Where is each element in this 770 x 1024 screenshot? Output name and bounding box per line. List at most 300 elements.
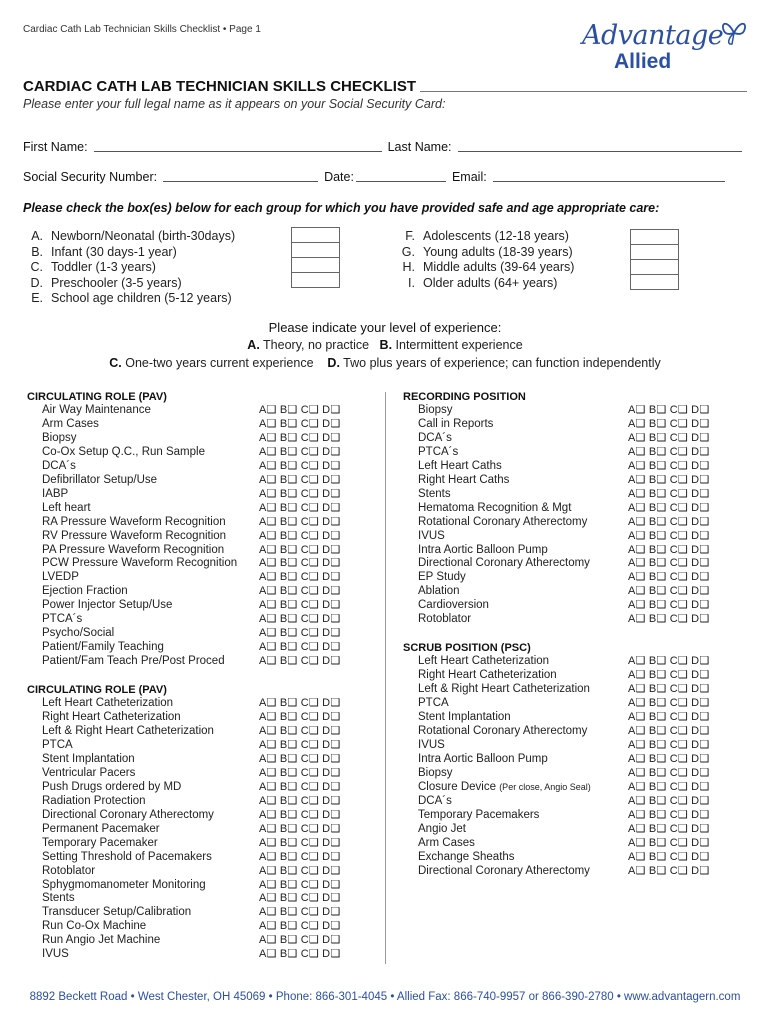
page-title: CARDIAC CATH LAB TECHNICIAN SKILLS CHECKLIST — [23, 78, 417, 95]
skill-label — [418, 851, 515, 865]
skill-label — [42, 530, 226, 544]
age-group-label: Young adults (18-39 years) — [423, 244, 573, 259]
experience-checkboxes[interactable]: A❑ B❑ C❑ D❑ — [628, 501, 710, 514]
skill-row — [27, 809, 382, 823]
experience-checkboxes[interactable]: A❑ B❑ C❑ D❑ — [628, 669, 710, 682]
skill-row — [403, 599, 748, 613]
butterfly-icon — [720, 18, 748, 48]
skill-label — [42, 641, 164, 655]
legend-key-d: D. — [327, 356, 340, 370]
skill-row — [27, 753, 382, 767]
skill-label-text: Push Drugs ordered by MD — [42, 780, 182, 793]
skill-label-text: Directional Coronary Atherectomy — [418, 864, 590, 877]
experience-checkboxes[interactable]: A❑ B❑ C❑ D❑ — [259, 599, 341, 612]
skill-label — [42, 837, 158, 851]
skill-label — [42, 599, 172, 613]
advantage-allied-logo — [578, 16, 753, 78]
skill-label-text: LVEDP — [42, 571, 79, 584]
skill-row — [27, 474, 382, 488]
experience-checkboxes[interactable]: A❑ B❑ C❑ D❑ — [259, 431, 341, 444]
age-group-row — [394, 229, 574, 245]
age-group-label: School age children (5-12 years) — [51, 291, 232, 305]
skill-label — [42, 809, 214, 823]
ssn-label: Social Security Number: — [23, 170, 158, 184]
skill-row — [27, 599, 382, 613]
skill-label-text: PTCA — [42, 738, 73, 751]
experience-checkboxes[interactable]: A❑ B❑ C❑ D❑ — [628, 613, 710, 626]
experience-checkboxes[interactable]: A❑ B❑ C❑ D❑ — [628, 487, 710, 500]
skill-label — [418, 544, 548, 558]
skill-row — [27, 544, 382, 558]
skill-label — [42, 697, 173, 711]
skill-label-text: Co-Ox Setup Q.C., Run Sample — [42, 445, 205, 458]
skill-label — [42, 781, 181, 795]
first-name-field[interactable] — [94, 139, 382, 152]
skill-label-text: Run Co-Ox Machine — [42, 920, 147, 933]
experience-checkboxes[interactable]: A❑ B❑ C❑ D❑ — [259, 752, 341, 765]
skill-row — [27, 571, 382, 585]
skill-row — [403, 571, 748, 585]
skill-label-text: PTCA´s — [418, 445, 459, 458]
experience-checkboxes[interactable]: A❑ B❑ C❑ D❑ — [628, 417, 710, 430]
skill-label — [42, 823, 160, 837]
skill-row — [403, 557, 748, 571]
skill-row — [27, 502, 382, 516]
experience-checkboxes[interactable]: A❑ B❑ C❑ D❑ — [628, 780, 710, 793]
skill-row — [403, 837, 748, 851]
skill-label-text: Hematoma Recognition & Mgt — [418, 501, 572, 514]
email-field[interactable] — [493, 169, 725, 182]
skill-row — [27, 516, 382, 530]
experience-legend-ab — [0, 338, 770, 352]
section-title-scrub-position-psc: SCRUB POSITION (PSC) — [403, 642, 531, 655]
age-group-letter: G. — [401, 244, 415, 259]
experience-checkboxes[interactable]: A❑ B❑ C❑ D❑ — [628, 836, 710, 849]
age-checkbox[interactable] — [291, 272, 340, 288]
experience-checkboxes[interactable]: A❑ B❑ C❑ D❑ — [628, 585, 710, 598]
skill-label-text: Left & Right Heart Catheterization — [418, 683, 590, 696]
age-checkbox[interactable] — [291, 227, 340, 243]
skill-label-text: Directional Coronary Atherectomy — [418, 557, 590, 570]
skill-label-text: Right Heart Catheterization — [418, 669, 557, 682]
experience-checkboxes[interactable]: A❑ B❑ C❑ D❑ — [259, 836, 341, 849]
skill-row — [27, 739, 382, 753]
skill-label — [42, 432, 77, 446]
age-checkbox[interactable] — [291, 257, 340, 273]
skill-label — [42, 544, 224, 558]
skill-row — [403, 516, 748, 530]
skill-row — [403, 488, 748, 502]
skill-label — [418, 432, 452, 446]
skill-row — [403, 613, 748, 627]
skill-label — [418, 404, 453, 418]
skill-row — [27, 627, 382, 641]
skill-label — [42, 739, 73, 753]
logo-allied-text: Allied — [614, 50, 672, 73]
skill-row — [403, 795, 748, 809]
skill-label — [42, 711, 181, 725]
skill-row — [403, 474, 748, 488]
experience-checkboxes[interactable]: A❑ B❑ C❑ D❑ — [628, 557, 710, 570]
age-checkboxes-left — [291, 227, 340, 287]
age-group-label: Older adults (64+ years) — [423, 275, 558, 290]
experience-checkboxes[interactable]: A❑ B❑ C❑ D❑ — [628, 529, 710, 542]
skill-label — [42, 446, 205, 460]
experience-checkboxes[interactable]: A❑ B❑ C❑ D❑ — [259, 571, 341, 584]
skill-label-text: Left heart — [42, 501, 91, 514]
skill-label-text: Right Heart Catheterization — [42, 711, 181, 724]
skill-label — [418, 655, 549, 669]
section-gap — [403, 627, 748, 641]
experience-checkboxes[interactable]: A❑ B❑ C❑ D❑ — [259, 613, 341, 626]
skill-label-text: Left Heart Caths — [418, 459, 502, 472]
skill-label — [42, 851, 212, 865]
skill-label-text: DCA´s — [418, 431, 452, 444]
experience-checkboxes[interactable]: A❑ B❑ C❑ D❑ — [259, 529, 341, 542]
skill-row — [403, 585, 748, 599]
experience-checkboxes[interactable]: A❑ B❑ C❑ D❑ — [259, 864, 341, 877]
skill-row — [403, 530, 748, 544]
experience-checkboxes[interactable]: A❑ B❑ C❑ D❑ — [628, 850, 710, 863]
skill-row — [27, 725, 382, 739]
skill-row — [403, 725, 748, 739]
skill-row — [403, 753, 748, 767]
skill-row — [27, 613, 382, 627]
skill-row — [403, 544, 748, 558]
skill-row — [27, 697, 382, 711]
skill-row — [27, 781, 382, 795]
skill-label — [42, 418, 99, 432]
experience-checkboxes[interactable]: A❑ B❑ C❑ D❑ — [628, 794, 710, 807]
age-group-label: Adolescents (12-18 years) — [423, 229, 569, 243]
legend-key-a: A. — [247, 338, 260, 352]
skill-label — [42, 725, 214, 739]
skill-label-text: Intra Aortic Balloon Pump — [418, 543, 548, 556]
experience-checkboxes[interactable]: A❑ B❑ C❑ D❑ — [259, 404, 341, 416]
experience-checkboxes[interactable]: A❑ B❑ C❑ D❑ — [259, 655, 341, 668]
skill-label-text: Patient/Family Teaching — [42, 641, 164, 654]
skill-label-text: Call in Reports — [418, 417, 494, 430]
skill-row — [403, 418, 748, 432]
skill-label — [42, 585, 128, 599]
age-checkbox[interactable] — [630, 244, 679, 260]
date-label: Date: — [324, 170, 354, 184]
skill-label-text: DCA´s — [418, 794, 452, 807]
age-group-letter: H. — [402, 260, 415, 274]
experience-checkboxes[interactable]: A❑ B❑ C❑ D❑ — [628, 738, 710, 751]
age-group-letter: I. — [408, 275, 415, 290]
age-group-label: Middle adults (39-64 years) — [423, 260, 575, 274]
skill-label — [418, 669, 557, 683]
age-checkbox[interactable] — [630, 229, 679, 245]
experience-checkboxes[interactable]: A❑ B❑ C❑ D❑ — [628, 473, 710, 486]
experience-checkboxes[interactable]: A❑ B❑ C❑ D❑ — [259, 892, 341, 905]
experience-checkboxes[interactable]: A❑ B❑ C❑ D❑ — [259, 585, 341, 598]
skill-label-text: Arm Cases — [42, 417, 99, 430]
age-group-row — [22, 260, 235, 276]
experience-checkboxes[interactable]: A❑ B❑ C❑ D❑ — [259, 557, 341, 570]
skill-row — [27, 641, 382, 655]
legend-text-d: Two plus years of experience; can function independently — [343, 356, 661, 370]
experience-checkboxes[interactable]: A❑ B❑ C❑ D❑ — [259, 934, 341, 947]
skill-row — [403, 767, 748, 781]
experience-checkboxes[interactable]: A❑ B❑ C❑ D❑ — [259, 501, 341, 514]
skill-label-text: Patient/Fam Teach Pre/Post Proced — [42, 655, 225, 668]
skill-row — [27, 446, 382, 460]
skill-row — [27, 948, 382, 962]
experience-checkboxes[interactable]: A❑ B❑ C❑ D❑ — [259, 948, 341, 961]
skill-row — [403, 823, 748, 837]
age-group-label: Newborn/Neonatal (birth-30days) — [51, 229, 236, 243]
skill-row — [403, 809, 748, 823]
skill-label — [42, 502, 91, 516]
skill-row — [403, 851, 748, 865]
skill-row — [27, 851, 382, 865]
skill-label-text: Rotoblator — [42, 864, 96, 877]
experience-checkboxes[interactable]: A❑ B❑ C❑ D❑ — [259, 697, 341, 710]
skill-label-text: Angio Jet — [418, 822, 466, 835]
skill-row — [27, 404, 382, 418]
experience-checkboxes[interactable]: A❑ B❑ C❑ D❑ — [628, 445, 710, 458]
experience-checkboxes[interactable]: A❑ B❑ C❑ D❑ — [259, 445, 341, 458]
skill-row — [27, 892, 382, 906]
skill-label-note: (Per close, Angio Seal) — [499, 781, 591, 792]
experience-checkboxes[interactable]: A❑ B❑ C❑ D❑ — [259, 822, 341, 835]
age-checkbox[interactable] — [291, 242, 340, 258]
experience-checkboxes[interactable]: A❑ B❑ C❑ D❑ — [259, 920, 341, 933]
skill-label-text: IVUS — [418, 529, 445, 542]
skill-label — [418, 725, 587, 739]
skill-row — [27, 865, 382, 879]
skill-label-text: DCA´s — [42, 459, 76, 472]
skill-label — [418, 837, 475, 851]
experience-checkboxes[interactable]: A❑ B❑ C❑ D❑ — [259, 780, 341, 793]
section-title-circulating-role-pav: CIRCULATING ROLE (PAV) — [27, 684, 167, 697]
age-group-row — [22, 291, 235, 307]
skill-label-text: Ventricular Pacers — [42, 766, 136, 779]
age-group-row — [22, 276, 235, 292]
experience-checkboxes[interactable]: A❑ B❑ C❑ D❑ — [628, 515, 710, 528]
experience-checkboxes[interactable]: A❑ B❑ C❑ D❑ — [259, 808, 341, 821]
skill-label — [42, 906, 191, 920]
experience-checkboxes[interactable]: A❑ B❑ C❑ D❑ — [628, 571, 710, 584]
skill-label-text: Stents — [418, 487, 451, 500]
skill-row — [403, 669, 748, 683]
skill-label-text: Setting Threshold of Pacemakers — [42, 850, 212, 863]
skill-label-text: Psycho/Social — [42, 627, 115, 640]
age-checkbox[interactable] — [630, 274, 679, 290]
experience-legend-cd — [0, 356, 770, 370]
skill-label — [42, 516, 226, 530]
skill-row — [403, 502, 748, 516]
skill-label-text: Exchange Sheaths — [418, 850, 515, 863]
age-group-letter: E. — [31, 291, 43, 305]
skill-label-text: Cardioversion — [418, 599, 489, 612]
section-title-recording-position: RECORDING POSITION — [403, 391, 526, 403]
skill-label-text: RA Pressure Waveform Recognition — [42, 515, 226, 528]
age-group-letter: B. — [31, 244, 43, 259]
skill-label-text: PTCA´s — [42, 613, 83, 626]
skill-label-text: IVUS — [42, 948, 69, 961]
skill-label-text: Rotoblator — [418, 613, 472, 626]
skill-row — [403, 683, 748, 697]
skill-row — [27, 557, 382, 571]
skill-row — [403, 865, 748, 879]
skill-row — [27, 920, 382, 934]
experience-checkboxes[interactable]: A❑ B❑ C❑ D❑ — [628, 725, 710, 738]
age-groups-right — [394, 229, 574, 291]
skill-label-text: Biopsy — [418, 404, 453, 416]
skill-label — [42, 767, 135, 781]
skill-row — [27, 655, 382, 669]
experience-checkboxes[interactable]: A❑ B❑ C❑ D❑ — [628, 431, 710, 444]
skill-label-text: Power Injector Setup/Use — [42, 599, 173, 612]
skill-row — [27, 460, 382, 474]
age-group-row — [22, 245, 235, 261]
skill-label — [42, 474, 157, 488]
legend-text-a: Theory, no practice — [263, 338, 370, 352]
skill-row — [403, 404, 748, 418]
column-divider — [385, 392, 386, 964]
skill-label-text: PTCA — [418, 697, 449, 710]
experience-checkboxes[interactable]: A❑ B❑ C❑ D❑ — [259, 794, 341, 807]
skill-label — [42, 488, 68, 502]
skill-label — [418, 516, 587, 530]
experience-checkboxes[interactable]: A❑ B❑ C❑ D❑ — [259, 641, 341, 654]
skill-label — [42, 557, 237, 571]
skill-label-text: Left & Right Heart Catheterization — [42, 725, 214, 738]
experience-checkboxes[interactable]: A❑ B❑ C❑ D❑ — [628, 683, 710, 696]
skill-label — [42, 613, 82, 627]
left-skills-column — [27, 390, 382, 962]
skill-label-text: Ablation — [418, 585, 460, 598]
legend-text-c: One-two years current experience — [125, 356, 314, 370]
age-group-label: Infant (30 days-1 year) — [51, 244, 177, 259]
skill-label — [42, 948, 69, 962]
skill-row — [403, 711, 748, 725]
experience-heading: Please indicate your level of experience: — [268, 320, 502, 335]
age-group-row — [394, 245, 574, 261]
experience-checkboxes[interactable]: A❑ B❑ C❑ D❑ — [628, 822, 710, 835]
experience-checkboxes[interactable]: A❑ B❑ C❑ D❑ — [259, 543, 341, 556]
skill-label — [418, 557, 590, 571]
skill-label — [418, 781, 591, 795]
skill-label — [42, 865, 95, 879]
skill-label-text: Stent Implantation — [42, 752, 135, 765]
ssn-field[interactable] — [163, 169, 318, 182]
experience-checkboxes[interactable]: A❑ B❑ C❑ D❑ — [259, 766, 341, 779]
email-label: Email: — [451, 170, 487, 184]
experience-checkboxes[interactable]: A❑ B❑ C❑ D❑ — [628, 697, 710, 710]
experience-checkboxes[interactable]: A❑ B❑ C❑ D❑ — [628, 459, 710, 472]
skill-row — [27, 418, 382, 432]
skill-row — [403, 697, 748, 711]
experience-checkboxes[interactable]: A❑ B❑ C❑ D❑ — [259, 487, 341, 500]
skill-row — [403, 460, 748, 474]
legend-text-b: Intermittent experience — [395, 338, 523, 352]
name-instruction: Please enter your full legal name as it appears on your Social Security Card: — [23, 97, 446, 111]
footer-contact: 8892 Beckett Road • West Chester, OH 45069 • Phone: 866-301-4045 • Allied Fax: 866-740-9957 or 866-390-2780 • www.advantagern.com — [29, 991, 741, 1003]
experience-checkboxes[interactable]: A❑ B❑ C❑ D❑ — [259, 459, 341, 472]
skill-label-text: Stents — [42, 892, 75, 905]
experience-checkboxes[interactable]: A❑ B❑ C❑ D❑ — [259, 711, 341, 724]
experience-checkboxes[interactable]: A❑ B❑ C❑ D❑ — [259, 627, 341, 640]
age-groups-left — [22, 229, 235, 307]
experience-checkboxes[interactable]: A❑ B❑ C❑ D❑ — [628, 752, 710, 765]
experience-checkboxes[interactable]: A❑ B❑ C❑ D❑ — [628, 766, 710, 779]
logo-script-text: Advantage — [582, 20, 724, 51]
skill-label — [418, 823, 466, 837]
title-row — [23, 78, 747, 95]
skill-label-text: Intra Aortic Balloon Pump — [418, 752, 548, 765]
skill-row — [403, 432, 748, 446]
experience-checkboxes[interactable]: A❑ B❑ C❑ D❑ — [259, 738, 341, 751]
skill-label — [42, 404, 151, 418]
skill-label-text: Left Heart Catheterization — [418, 655, 550, 668]
skill-label-text: EP Study — [418, 571, 466, 584]
legend-key-c: C. — [109, 356, 122, 370]
skill-label — [418, 697, 449, 711]
skill-label-text: Stent Implantation — [418, 711, 511, 724]
skill-row — [27, 934, 382, 948]
skill-label — [418, 613, 471, 627]
experience-checkboxes[interactable]: A❑ B❑ C❑ D❑ — [628, 808, 710, 821]
experience-checkboxes[interactable]: A❑ B❑ C❑ D❑ — [259, 473, 341, 486]
skill-label-text: IABP — [42, 487, 69, 500]
skill-label — [418, 530, 445, 544]
skill-label-text: Left Heart Catheterization — [42, 697, 174, 710]
age-group-label: Preschooler (3-5 years) — [51, 275, 182, 290]
experience-checkboxes[interactable]: A❑ B❑ C❑ D❑ — [628, 543, 710, 556]
skill-label — [42, 655, 225, 669]
skill-label-text: Rotational Coronary Atherectomy — [418, 515, 588, 528]
experience-checkboxes[interactable]: A❑ B❑ C❑ D❑ — [628, 655, 710, 668]
experience-checkboxes[interactable]: A❑ B❑ C❑ D❑ — [259, 906, 341, 919]
experience-checkboxes[interactable]: A❑ B❑ C❑ D❑ — [628, 599, 710, 612]
last-name-field[interactable] — [458, 139, 742, 152]
skill-label-text: Biopsy — [42, 431, 77, 444]
skill-label — [42, 934, 160, 948]
skill-label-text: Ejection Fraction — [42, 585, 128, 598]
age-group-letter: D. — [30, 275, 43, 290]
last-name-label: Last Name: — [387, 140, 452, 154]
experience-checkboxes[interactable]: A❑ B❑ C❑ D❑ — [628, 711, 710, 724]
title-rule — [420, 91, 747, 92]
experience-checkboxes[interactable]: A❑ B❑ C❑ D❑ — [628, 864, 710, 877]
name-fields-row — [23, 139, 748, 154]
skill-label-text: IVUS — [418, 738, 445, 751]
skill-label — [418, 767, 453, 781]
experience-checkboxes[interactable]: A❑ B❑ C❑ D❑ — [259, 725, 341, 738]
age-checkbox[interactable] — [630, 259, 679, 275]
skill-row — [27, 837, 382, 851]
experience-checkboxes[interactable]: A❑ B❑ C❑ D❑ — [259, 850, 341, 863]
experience-checkboxes[interactable]: A❑ B❑ C❑ D❑ — [259, 515, 341, 528]
skill-label — [418, 502, 571, 516]
experience-checkboxes[interactable]: A❑ B❑ C❑ D❑ — [259, 417, 341, 430]
skill-label — [418, 585, 460, 599]
ssn-fields-row — [23, 169, 731, 184]
experience-checkboxes[interactable]: A❑ B❑ C❑ D❑ — [259, 878, 341, 891]
right-skills-column — [403, 390, 748, 879]
skill-row — [27, 530, 382, 544]
skill-label — [42, 879, 206, 893]
date-field[interactable] — [356, 169, 446, 182]
first-name-label: First Name: — [23, 140, 88, 154]
skill-label-text: PCW Pressure Waveform Recognition — [42, 557, 238, 570]
skill-label — [42, 627, 114, 641]
experience-checkboxes[interactable]: A❑ B❑ C❑ D❑ — [628, 404, 710, 416]
